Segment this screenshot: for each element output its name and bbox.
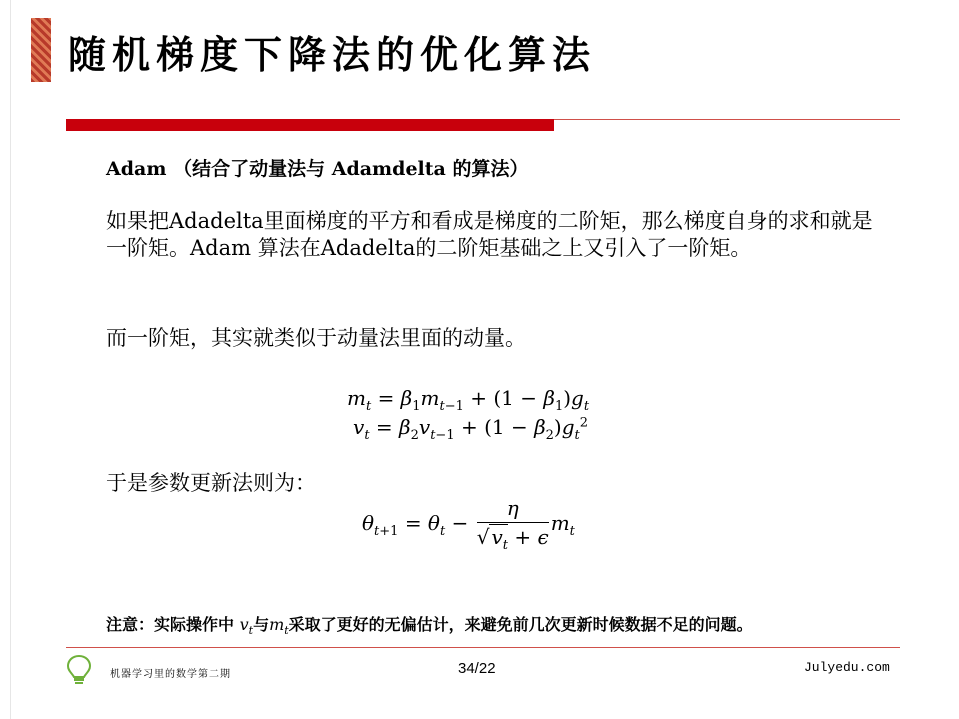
heading-adamdelta: Adamdelta bbox=[331, 158, 446, 180]
section-heading bbox=[106, 154, 528, 181]
title-marker-decoration bbox=[31, 18, 51, 82]
heading-open: （结合了动量法与 bbox=[173, 158, 326, 180]
title-underline-bar bbox=[66, 119, 554, 131]
slide-title: 随机梯度下降法的优化算法 bbox=[68, 32, 597, 77]
equation-first-moment: $m_t = \beta_1m_{t-1} + (1 - \beta_1)g_t$ bbox=[347, 386, 590, 414]
equation-parameter-update: $\theta_{t+1} = \theta_t$ − $\frac{\eta}{√ v_t + \epsilon}$ $m_t$ bbox=[362, 496, 575, 553]
equation-second-moment: $v_t = \beta_2v_{t-1} + (1 - \beta_2)g_t^2$ bbox=[353, 415, 589, 443]
footer-page-number: 34/22 bbox=[458, 660, 496, 677]
left-border-rule bbox=[10, 0, 11, 719]
paragraph-update-rule: 于是参数更新法则为： bbox=[106, 471, 316, 495]
note-bias-correction: 注意：实际操作中 $v_t$与$m_t$采取了更好的无偏估计，来避免前几次更新时候数据不足的问题。 bbox=[106, 615, 753, 638]
heading-close: 的算法） bbox=[452, 158, 529, 180]
footer-site: Julyedu.com bbox=[804, 660, 890, 675]
footer-course-name: 机器学习里的数学第二期 bbox=[110, 669, 231, 680]
update-fraction: $\frac{\eta}{√ v_t + \epsilon}$ bbox=[476, 496, 549, 553]
paragraph-momentum: 而一阶矩，其实就类似于动量法里面的动量。 bbox=[106, 326, 526, 350]
heading-adam: Adam bbox=[106, 158, 167, 180]
footer-rule bbox=[66, 647, 900, 648]
title-underline-rule bbox=[554, 119, 900, 120]
lightbulb-icon bbox=[66, 654, 92, 686]
paragraph-moments: 如果把Adadelta里面梯度的平方和看成是梯度的二阶矩，那么梯度自身的求和就是一阶矩。Adam 算法在Adadelta的二阶矩基础之上又引入了一阶矩。 bbox=[106, 209, 873, 260]
